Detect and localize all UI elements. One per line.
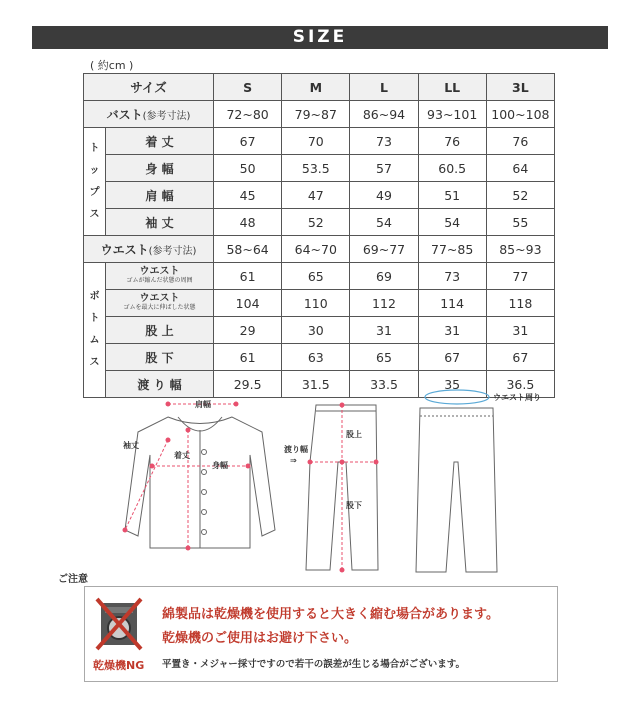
table-cell: 64~70: [282, 236, 350, 263]
table-cell: 61: [214, 344, 282, 371]
row-label: 股 上: [106, 317, 214, 344]
table-cell: 36.5: [486, 371, 554, 398]
notice-title: ご注意: [58, 574, 88, 585]
table-cell: 110: [282, 290, 350, 317]
table-cell: 29.5: [214, 371, 282, 398]
table-cell: 114: [418, 290, 486, 317]
table-cell: 85~93: [486, 236, 554, 263]
shoulder-label: 肩幅: [195, 400, 211, 409]
row-label: ウエスト ゴムを最大に伸ばした状態: [106, 290, 214, 317]
waist-loop-icon: [425, 390, 489, 404]
ng-label: 乾燥機NG: [93, 659, 145, 672]
body-width-label: 身幅: [212, 461, 228, 470]
row-label: 肩 幅: [106, 182, 214, 209]
notice-line-1: 綿製品は乾燥機を使用すると大きく縮む場合があります。: [162, 607, 499, 622]
thigh-arrow: ⇒: [290, 456, 297, 465]
table-cell: 57: [350, 155, 418, 182]
table-cell: 93~101: [418, 101, 486, 128]
no-dryer-icon: [95, 597, 143, 653]
size-header-cell: S: [214, 74, 282, 101]
table-cell: 31: [418, 317, 486, 344]
inseam-label: 股下: [346, 501, 362, 510]
table-cell: 30: [282, 317, 350, 344]
table-cell: 54: [350, 209, 418, 236]
bust-label: バスト(参考寸法): [84, 101, 214, 128]
table-cell: 69~77: [350, 236, 418, 263]
table-cell: 100~108: [486, 101, 554, 128]
size-header-label: サイズ: [84, 74, 214, 101]
table-cell: 49: [350, 182, 418, 209]
table-cell: 35: [418, 371, 486, 398]
table-cell: 29: [214, 317, 282, 344]
table-cell: 64: [486, 155, 554, 182]
notice-box: [84, 586, 558, 682]
bottoms-group-label: ボ ト ム ス: [84, 263, 106, 398]
table-cell: 65: [350, 344, 418, 371]
table-cell: 58~64: [214, 236, 282, 263]
row-label: 身 幅: [106, 155, 214, 182]
size-header-cell: LL: [418, 74, 486, 101]
thigh-label: 渡り幅: [284, 445, 308, 454]
table-cell: 73: [418, 263, 486, 290]
row-label: 袖 丈: [106, 209, 214, 236]
tops-group-label: ト ッ プ ス: [84, 128, 106, 236]
table-cell: 31.5: [282, 371, 350, 398]
table-cell: 33.5: [350, 371, 418, 398]
sleeve-label: 袖丈: [123, 441, 139, 450]
row-label: 渡 り 幅: [106, 371, 214, 398]
size-header-cell: 3L: [486, 74, 554, 101]
table-cell: 65: [282, 263, 350, 290]
table-cell: 73: [350, 128, 418, 155]
table-cell: 112: [350, 290, 418, 317]
table-cell: 52: [282, 209, 350, 236]
table-cell: 45: [214, 182, 282, 209]
table-cell: 67: [214, 128, 282, 155]
length-label: 着丈: [174, 451, 190, 460]
row-label: ウエスト ゴムが縮んだ状態の周囲: [106, 263, 214, 290]
table-cell: 70: [282, 128, 350, 155]
table-cell: 31: [350, 317, 418, 344]
waist-label: ウエスト(参考寸法): [84, 236, 214, 263]
size-header-cell: L: [350, 74, 418, 101]
table-cell: 50: [214, 155, 282, 182]
table-cell: 77~85: [418, 236, 486, 263]
notice-line-3: 平置き・メジャー採寸ですので若干の誤差が生じる場合がございます。: [162, 659, 466, 670]
table-cell: 48: [214, 209, 282, 236]
table-cell: 72~80: [214, 101, 282, 128]
unit-note: ( 約cm ): [90, 59, 134, 72]
table-cell: 86~94: [350, 101, 418, 128]
table-cell: 76: [486, 128, 554, 155]
table-cell: 118: [486, 290, 554, 317]
notice-line-2: 乾燥機のご使用はお避け下さい。: [162, 631, 358, 646]
waist-around-label: ウエスト周り: [493, 393, 541, 402]
table-cell: 55: [486, 209, 554, 236]
row-label: 股 下: [106, 344, 214, 371]
table-cell: 69: [350, 263, 418, 290]
table-cell: 79~87: [282, 101, 350, 128]
table-cell: 54: [418, 209, 486, 236]
table-cell: 61: [214, 263, 282, 290]
pants-waist-diagram: [416, 408, 497, 572]
table-cell: 51: [418, 182, 486, 209]
size-banner: SIZE: [32, 26, 608, 49]
table-cell: 67: [486, 344, 554, 371]
table-cell: 77: [486, 263, 554, 290]
table-cell: 104: [214, 290, 282, 317]
rise-label: 股上: [346, 430, 362, 439]
table-cell: 60.5: [418, 155, 486, 182]
table-cell: 53.5: [282, 155, 350, 182]
table-cell: 67: [418, 344, 486, 371]
row-label: 着 丈: [106, 128, 214, 155]
table-cell: 76: [418, 128, 486, 155]
table-cell: 63: [282, 344, 350, 371]
table-cell: 47: [282, 182, 350, 209]
table-cell: 52: [486, 182, 554, 209]
size-header-cell: M: [282, 74, 350, 101]
table-cell: 31: [486, 317, 554, 344]
